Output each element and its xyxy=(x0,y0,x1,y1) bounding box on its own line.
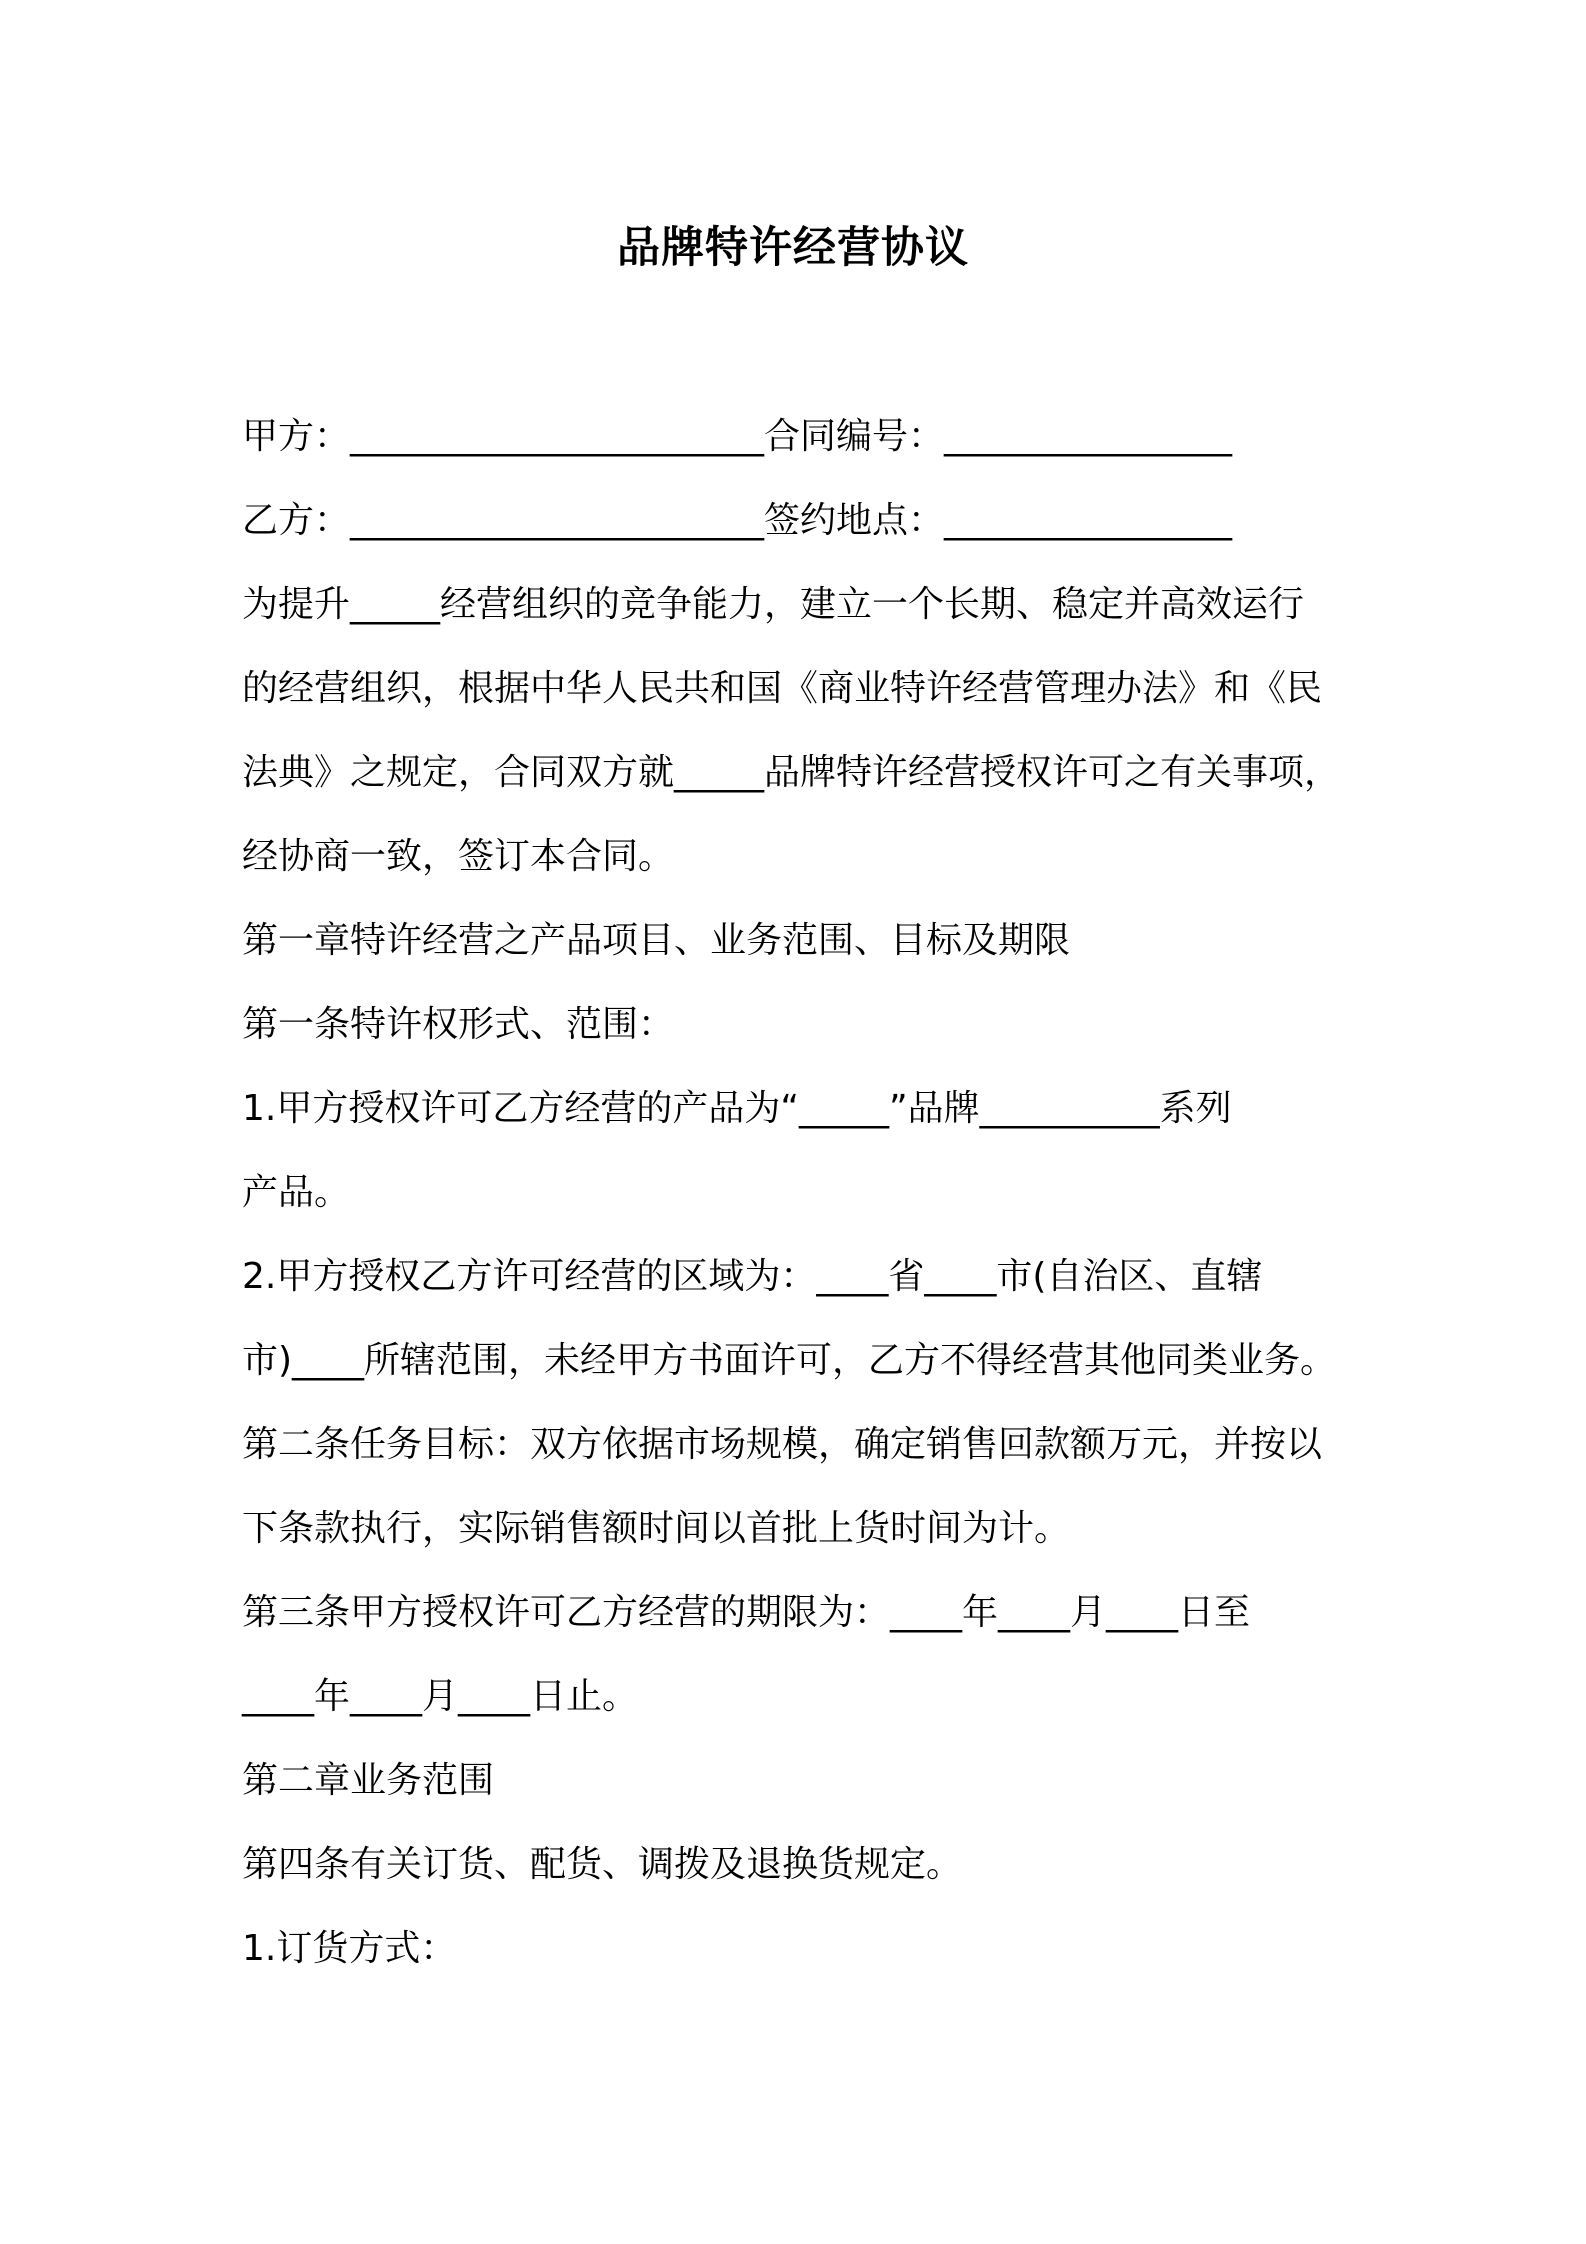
article-1-item-1-line-2: 产品。 xyxy=(242,1172,351,1213)
preamble-line-2: 的经营组织，根据中华人民共和国《商业特许经营管理办法》和《民 xyxy=(242,668,1323,709)
article-1-item-1-line-1: 1.甲方授权许可乙方经营的产品为“_____”品牌__________系列 xyxy=(242,1088,1232,1129)
article-4-item-1: 1.订货方式： xyxy=(242,1928,457,1969)
preamble-line-1: 为提升_____经营组织的竞争能力，建立一个长期、稳定并高效运行 xyxy=(242,584,1305,625)
article-1-item-2-line-1: 2.甲方授权乙方许可经营的区域为：____省____市(自治区、直辖 xyxy=(242,1256,1263,1297)
article-1-item-2-line-2: 市)____所辖范围，未经甲方书面许可，乙方不得经营其他同类业务。 xyxy=(242,1340,1337,1381)
article-1-heading: 第一条特许权形式、范围： xyxy=(242,1004,675,1045)
chapter-1-heading: 第一章特许经营之产品项目、业务范围、目标及期限 xyxy=(242,920,1071,961)
preamble-line-3: 法典》之规定，合同双方就_____品牌特许经营授权许可之有关事项， xyxy=(242,752,1341,793)
article-2-line-2: 下条款执行，实际销售额时间以首批上货时间为计。 xyxy=(242,1508,1071,1549)
article-2-line-1: 第二条任务目标：双方依据市场规模，确定销售回款额万元，并按以 xyxy=(242,1424,1323,1465)
preamble-line-4: 经协商一致，签订本合同。 xyxy=(242,836,675,877)
article-3-line-2: ____年____月____日止。 xyxy=(242,1676,639,1717)
article-4-heading: 第四条有关订货、配货、调拨及退换货规定。 xyxy=(242,1844,963,1885)
chapter-2-heading: 第二章业务范围 xyxy=(242,1760,495,1801)
article-3-line-1: 第三条甲方授权许可乙方经营的期限为：____年____月____日至 xyxy=(242,1592,1251,1633)
document-title: 品牌特许经营协议 xyxy=(617,223,969,273)
party-b-line: 乙方：_______________________签约地点：________________ xyxy=(242,500,1233,541)
party-a-line: 甲方：_______________________合同编号：________________ xyxy=(242,416,1233,457)
